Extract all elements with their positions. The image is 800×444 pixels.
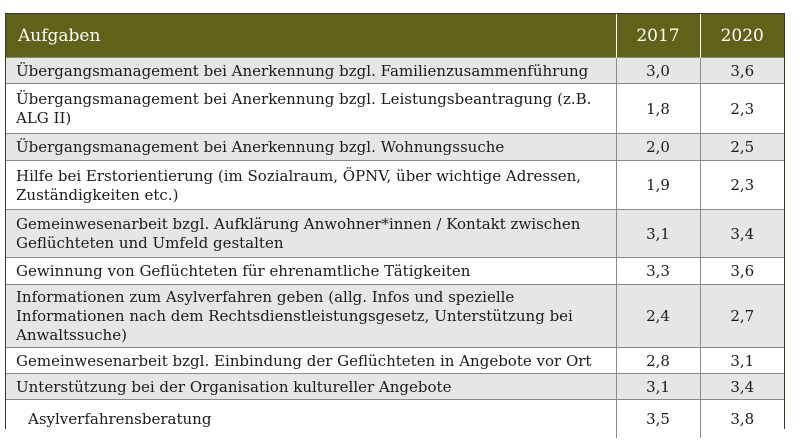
- table-row: [6, 210, 784, 258]
- header-tasks: Aufgaben: [6, 14, 616, 58]
- table-row: [6, 161, 784, 210]
- task-cell: Asylverfahrensberatung: [6, 400, 616, 438]
- value-2020-cell: 3,4: [700, 210, 784, 258]
- value-2020-cell: 3,8: [700, 400, 784, 438]
- header-year-2017: 2017: [616, 14, 700, 58]
- task-cell: Übergangsmanagement bei Anerkennung bzgl. Leistungsbeantragung (z.B. ALG II): [6, 84, 616, 134]
- value-2017-cell: 3,0: [616, 58, 700, 84]
- task-cell: Gewinnung von Geflüchteten für ehrenamtliche Tätigkeiten: [6, 258, 616, 285]
- value-2017-cell: 3,3: [616, 258, 700, 285]
- task-cell: Übergangsmanagement bei Anerkennung bzgl. Familienzusammenführung: [6, 58, 616, 84]
- value-2017-cell: 3,5: [616, 400, 700, 438]
- value-2017-cell: 3,1: [616, 210, 700, 258]
- value-2020-cell: 3,6: [700, 58, 784, 84]
- table-row: [6, 58, 784, 84]
- value-2020-cell: 2,3: [700, 161, 784, 210]
- value-2017-cell: 2,0: [616, 134, 700, 161]
- table-row: [6, 348, 784, 374]
- task-cell: Unterstützung bei der Organisation kultureller Angebote: [6, 374, 616, 400]
- table-row: [6, 374, 784, 400]
- value-2020-cell: 3,6: [700, 258, 784, 285]
- table-row: [6, 285, 784, 348]
- value-2017-cell: 2,8: [616, 348, 700, 374]
- value-2020-cell: 2,7: [700, 285, 784, 348]
- header-year-2020: 2020: [700, 14, 784, 58]
- value-2017-cell: 1,8: [616, 84, 700, 134]
- task-ratings-table-frame: [5, 13, 785, 429]
- value-2020-cell: 3,4: [700, 374, 784, 400]
- table-header-row: [6, 14, 784, 58]
- task-cell: Gemeinwesenarbeit bzgl. Einbindung der Geflüchteten in Angebote vor Ort: [6, 348, 616, 374]
- task-cell: Informationen zum Asylverfahren geben (allg. Infos und spezielle Informationen nach dem Rechtsdienstleistungsgesetz, Unterstützung bei Anwaltssuche): [6, 285, 616, 348]
- table-row: [6, 84, 784, 134]
- table-row: [6, 258, 784, 285]
- task-cell: Hilfe bei Erstorientierung (im Sozialraum, ÖPNV, über wichtige Adressen, Zuständigkeiten etc.): [6, 161, 616, 210]
- task-cell: Gemeinwesenarbeit bzgl. Aufklärung Anwohner*innen / Kontakt zwischen Geflüchteten und Umfeld gestalten: [6, 210, 616, 258]
- task-ratings-table: [6, 14, 784, 438]
- value-2020-cell: 2,3: [700, 84, 784, 134]
- value-2017-cell: 3,1: [616, 374, 700, 400]
- table-row: [6, 400, 784, 438]
- table-row: [6, 134, 784, 161]
- value-2017-cell: 1,9: [616, 161, 700, 210]
- value-2020-cell: 2,5: [700, 134, 784, 161]
- task-cell: Übergangsmanagement bei Anerkennung bzgl. Wohnungssuche: [6, 134, 616, 161]
- value-2017-cell: 2,4: [616, 285, 700, 348]
- value-2020-cell: 3,1: [700, 348, 784, 374]
